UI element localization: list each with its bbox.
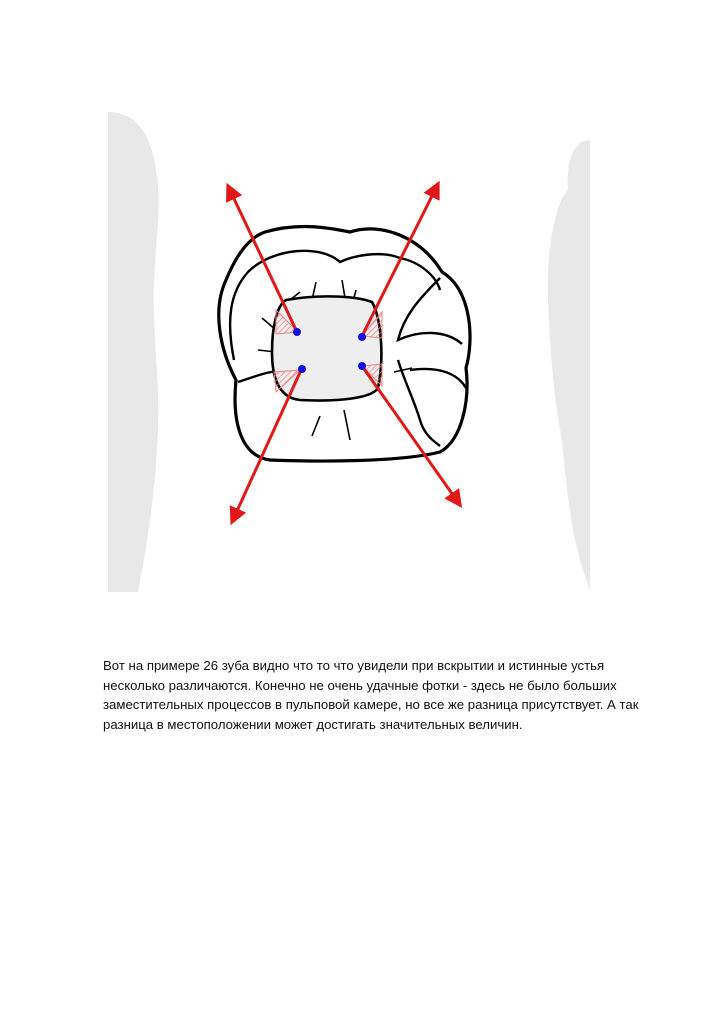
canal-dot-distobuccal xyxy=(358,333,366,341)
arrow-palatal xyxy=(232,368,302,522)
left-shadow-silhouette xyxy=(108,112,159,592)
figure-caption: Вот на примере 26 зуба видно что то что увидели при вскрытии и истинные устья несколько различаются. Конечно не очень удачные фотки - здесь не было больших заместительных процессов в пульповой камере, но все же разница присутствует. А так разница в местоположении может достигать значительных величин. xyxy=(103,658,639,732)
canal-dot-palatal xyxy=(298,365,306,373)
arrow-distobuccal xyxy=(362,184,438,336)
arrow-mesiobuccal xyxy=(228,186,297,332)
canal-dot-mesiobuccal xyxy=(293,328,301,336)
right-shadow-silhouette xyxy=(548,140,590,590)
cusp-outline-distal xyxy=(398,278,462,344)
arrow-distal xyxy=(362,366,460,505)
canal-dot-distal xyxy=(358,362,366,370)
